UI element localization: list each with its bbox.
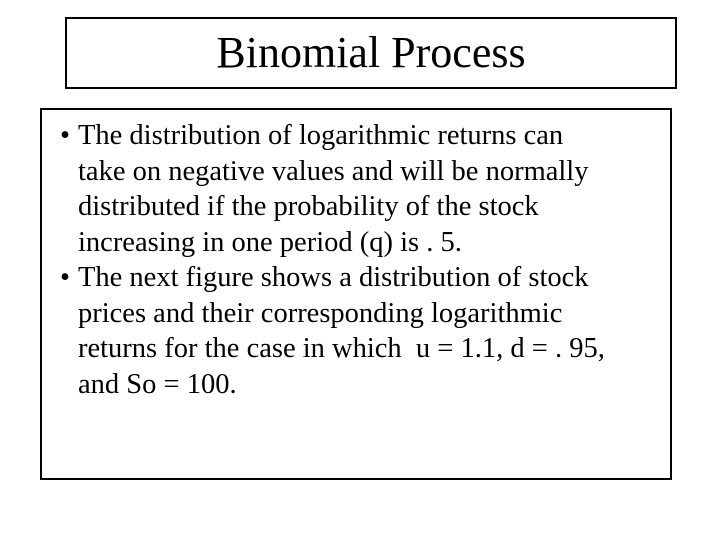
bullet-text-line: The distribution of logarithmic returns can [78,120,564,151]
bullet-text-line: and So = 100. [78,368,237,400]
bullet-marker: • [60,262,70,293]
bullet-item [60,118,672,260]
bullet-marker: • [60,120,70,151]
content-box [40,108,672,480]
bullet-text-line: take on negative values and will be normally [78,155,589,187]
bullet-text-line: The next figure shows a distribution of stock [78,262,589,293]
bullet-text-line: increasing in one period (q) is . 5. [78,226,462,258]
bullet-text-line: distributed if the probability of the stock [78,191,539,222]
bullet-text-line: returns for the case in which u = 1.1, d = . 95, [78,333,605,364]
slide-title: Binomial Process [216,28,526,77]
bullet-list [60,118,672,402]
bullet-text-line: prices and their corresponding logarithmic [78,297,563,329]
bullet-item [60,260,672,402]
title-box [65,17,677,89]
